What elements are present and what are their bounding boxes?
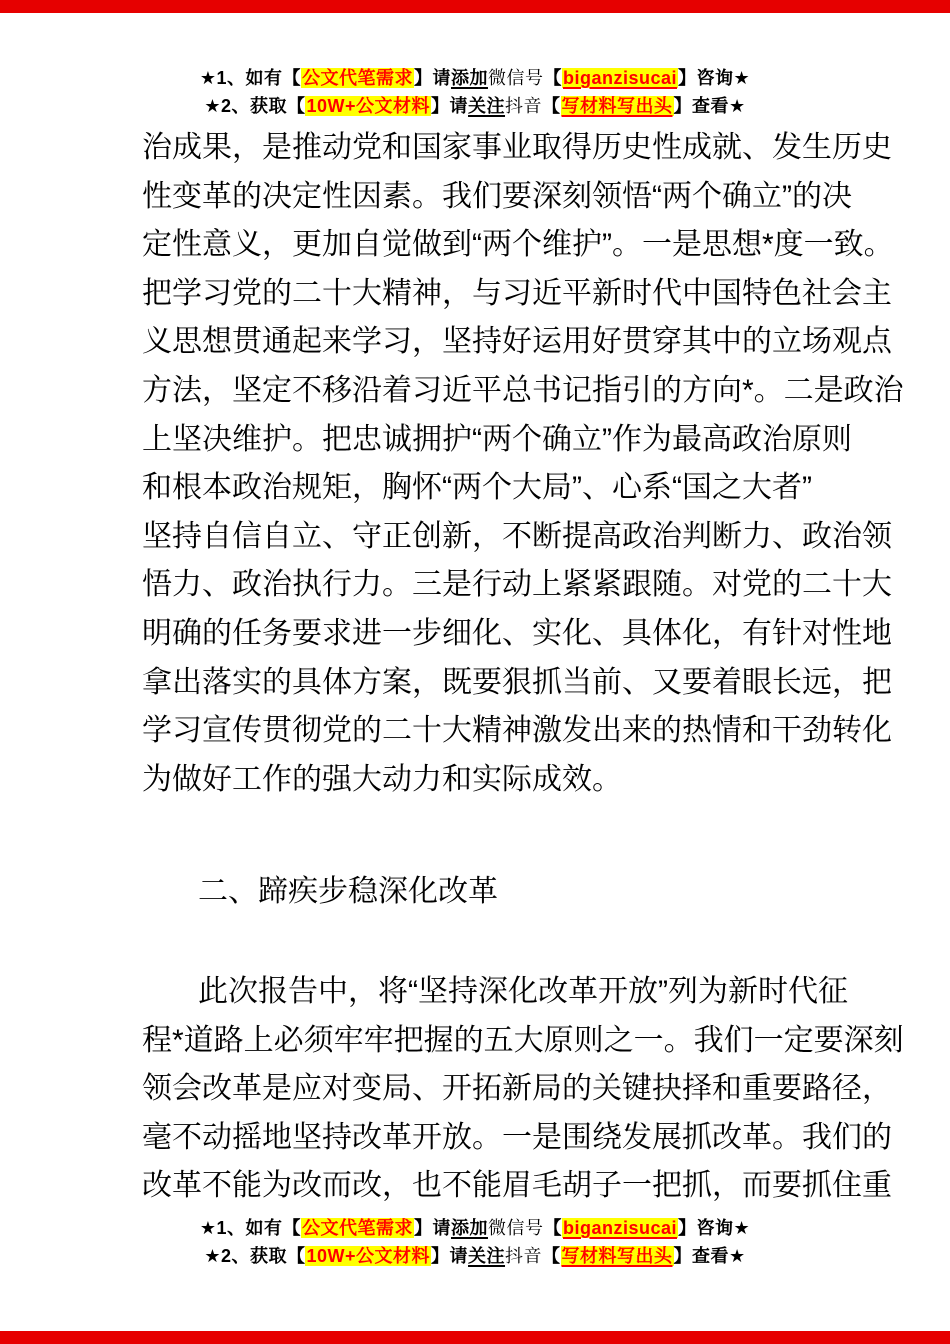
text-line: 悟力、政治执行力。三是行动上紧紧跟随。对党的二十大 <box>142 568 892 602</box>
ad-segment: 】咨询★ <box>678 1218 751 1238</box>
ad-segment: 【 <box>543 1218 562 1238</box>
ad-segment: 公文代笔需求 <box>301 1218 413 1238</box>
text-line: 改革不能为改而改，也不能眉毛胡子一把抓，而要抓住重 <box>142 1169 892 1203</box>
ad-segment: 【 <box>542 1246 561 1266</box>
ad-segment: ★2、获取【 <box>204 96 306 116</box>
ad-line-2 <box>0 1242 950 1270</box>
document-body <box>142 124 904 1211</box>
bottom-red-bar <box>0 1331 950 1344</box>
ad-segment: 10W+公文材料 <box>306 1246 431 1266</box>
ad-segment: 抖音 <box>505 96 543 116</box>
ad-segment: biganzisucai <box>562 68 678 88</box>
ad-line-1 <box>0 1214 950 1242</box>
paragraph-2 <box>142 968 904 1211</box>
ad-segment: 【 <box>543 68 562 88</box>
text-line: 方法，坚定不移沿着习近平总书记指引的方向*。二是政治 <box>142 373 904 407</box>
text-line: 程*道路上必须牢牢把握的五大原则之一。我们一定要深刻 <box>142 1023 904 1057</box>
ad-segment: 】查看★ <box>673 1246 746 1266</box>
ad-segment: 】请 <box>431 96 469 116</box>
text-line: 学习宣传贯彻党的二十大精神激发出来的热情和干劲转化 <box>142 714 892 748</box>
text-line: 拿出落实的具体方案，既要狠抓当前、又要着眼长远，把 <box>142 665 892 699</box>
text-line: 毫不动摇地坚持改革开放。一是围绕发展抓改革。我们的 <box>142 1120 892 1154</box>
header-ad-banner <box>0 64 950 120</box>
ad-segment: 微信号 <box>487 68 544 88</box>
ad-segment: 关注 <box>468 96 506 116</box>
paragraph-1 <box>142 124 904 804</box>
ad-segment: biganzisucai <box>562 1218 678 1238</box>
ad-segment: 写材料写出头 <box>561 1246 673 1266</box>
ad-segment: ★1、如有【 <box>199 68 301 88</box>
text-line: 把学习党的二十大精神，与习近平新时代中国特色社会主 <box>142 276 892 310</box>
ad-segment: 添加 <box>450 68 488 88</box>
ad-segment: 】请 <box>413 1218 451 1238</box>
section-heading: 二、蹄疾步稳深化改革 <box>198 875 498 909</box>
text-line: 义思想贯通起来学习，坚持好运用好贯穿其中的立场观点 <box>142 325 892 359</box>
ad-line-1 <box>0 64 950 92</box>
top-red-bar <box>0 0 950 13</box>
text-line: 定性意义，更加自觉做到“两个维护”。一是思想*度一致。 <box>142 228 894 262</box>
ad-segment: 微信号 <box>487 1218 544 1238</box>
ad-line-2 <box>0 92 950 120</box>
ad-segment: 添加 <box>450 1218 488 1238</box>
ad-segment: ★1、如有【 <box>199 1218 301 1238</box>
text-line: 为做好工作的强大动力和实际成效。 <box>142 762 622 796</box>
ad-segment: 抖音 <box>505 1246 543 1266</box>
text-line: 上坚决维护。把忠诚拥护“两个确立”作为最高政治原则 <box>142 422 852 456</box>
ad-segment: ★2、获取【 <box>204 1246 306 1266</box>
ad-segment: 】咨询★ <box>678 68 751 88</box>
ad-segment: 【 <box>542 96 561 116</box>
text-line: 明确的任务要求进一步细化、实化、具体化，有针对性地 <box>142 616 892 650</box>
ad-segment: 】请 <box>413 68 451 88</box>
text-line: 治成果，是推动党和国家事业取得历史性成就、发生历史 <box>142 131 892 164</box>
ad-segment: 写材料写出头 <box>561 96 673 116</box>
text-line: 和根本政治规矩，胸怀“两个大局”、心系“国之大者” <box>142 471 812 505</box>
text-line: 领会改革是应对变局、开拓新局的关键抉择和重要路径， <box>142 1072 892 1106</box>
ad-segment: 】查看★ <box>673 96 746 116</box>
ad-segment: 】请 <box>431 1246 469 1266</box>
text-line: 此次报告中，将“坚持深化改革开放”列为新时代征 <box>198 974 848 1008</box>
ad-segment: 关注 <box>468 1246 506 1266</box>
ad-segment: 10W+公文材料 <box>306 96 431 116</box>
footer-ad-banner <box>0 1214 950 1270</box>
ad-segment: 公文代笔需求 <box>301 68 413 88</box>
text-line: 坚持自信自立、守正创新，不断提高政治判断力、政治领 <box>142 519 892 553</box>
text-line: 性变革的决定性因素。我们要深刻领悟“两个确立”的决 <box>142 179 852 213</box>
